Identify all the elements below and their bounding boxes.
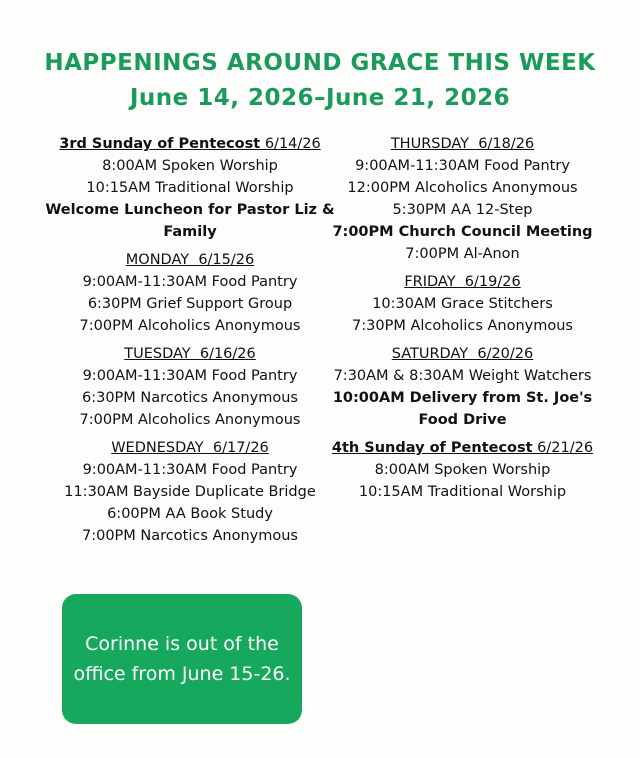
day-header-title: 3rd Sunday of Pentecost: [59, 136, 261, 152]
event-item: 7:00PM Alcoholics Anonymous: [79, 318, 301, 334]
event-item: 9:00AM-11:30AM Food Pantry: [82, 368, 298, 384]
event-item: 9:00AM-11:30AM Food Pantry: [82, 462, 298, 478]
day-header: THURSDAY 6/18/26: [390, 136, 535, 152]
day-block: [320, 437, 605, 503]
event-item: 6:30PM Narcotics Anonymous: [82, 390, 298, 406]
day-header: WEDNESDAY 6/17/26: [111, 440, 269, 456]
event-item: 10:30AM Grace Stitchers: [372, 296, 553, 312]
day-header: [35, 133, 345, 155]
day-block: [320, 343, 605, 431]
event-item: 9:00AM-11:30AM Food Pantry: [82, 274, 298, 290]
event-item: 10:00AM Delivery from St. Joe's Food Drive: [332, 390, 593, 428]
event-item: 10:15AM Traditional Worship: [358, 484, 567, 500]
day-block: [320, 133, 605, 265]
schedule-column-left: [35, 133, 345, 553]
event-item: 7:00PM Church Council Meeting: [332, 224, 593, 240]
day-block: [35, 249, 345, 337]
date-range: June 14, 2026–June 21, 2026: [129, 85, 511, 111]
day-header-title: 4th Sunday of Pentecost: [331, 440, 533, 456]
event-item: 6:30PM Grief Support Group: [87, 296, 293, 312]
event-item: Welcome Luncheon for Pastor Liz & Family: [45, 202, 335, 240]
event-item: 7:30AM & 8:30AM Weight Watchers: [333, 368, 592, 384]
notice-text: Corinne is out of the office from June 15-26.: [73, 633, 291, 685]
day-header: MONDAY 6/15/26: [125, 252, 255, 268]
event-item: 7:00PM Alcoholics Anonymous: [79, 412, 301, 428]
day-block: [35, 343, 345, 431]
page-title: HAPPENINGS AROUND GRACE THIS WEEK: [44, 50, 596, 76]
day-header-date: 6/14/26: [260, 136, 321, 152]
day-header: SATURDAY 6/20/26: [391, 346, 534, 362]
day-header-date: 6/21/26: [532, 440, 594, 456]
event-item: 8:00AM Spoken Worship: [374, 462, 551, 478]
day-block: [35, 437, 345, 547]
event-item: 8:00AM Spoken Worship: [102, 158, 278, 174]
event-item: 5:30PM AA 12-Step: [392, 202, 533, 218]
event-item: 12:00PM Alcoholics Anonymous: [347, 180, 578, 196]
out-of-office-notice: [62, 594, 302, 724]
event-item: 7:30PM Alcoholics Anonymous: [352, 318, 573, 334]
day-block: [320, 271, 605, 337]
event-item: 6:00PM AA Book Study: [107, 506, 273, 522]
event-item: 10:15AM Traditional Worship: [86, 180, 294, 196]
day-header: FRIDAY 6/19/26: [404, 274, 521, 290]
event-item: 7:00PM Al-Anon: [405, 246, 520, 262]
day-block: [35, 133, 345, 243]
day-header: [320, 437, 605, 459]
event-item: 11:30AM Bayside Duplicate Bridge: [64, 484, 316, 500]
event-item: 7:00PM Narcotics Anonymous: [82, 528, 298, 544]
schedule-column-right: [320, 133, 605, 509]
event-item: 9:00AM-11:30AM Food Pantry: [355, 158, 570, 174]
day-header: TUESDAY 6/16/26: [124, 346, 256, 362]
